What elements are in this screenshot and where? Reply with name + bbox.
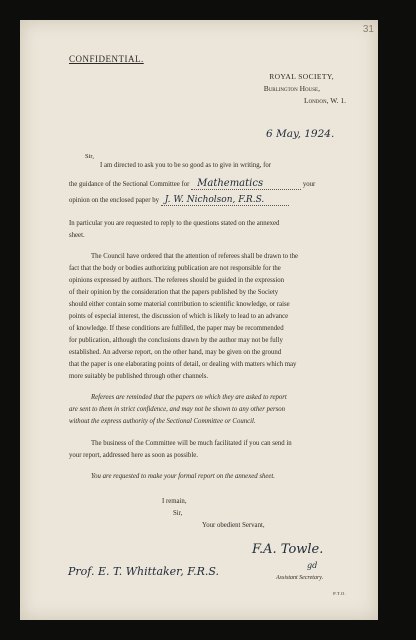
letter-sheet [20, 20, 378, 620]
para3-line: established. An adverse report, on the other hand, may be given on the ground [69, 349, 282, 356]
recipient-name: Prof. E. T. Whittaker, F.R.S. [68, 565, 220, 578]
closing-line-1: I remain, [162, 498, 187, 505]
para4-line: without the express authority of the Sectional Committee or Council. [69, 418, 256, 425]
para5-line: The business of the Committee will be much facilitated if you can send in [91, 440, 292, 447]
author-field: J. W. Nicholson, F.R.S. [161, 195, 289, 206]
address-line-3: London, W. 1. [303, 96, 346, 105]
para3-line: for publication, although the conclusions drawn by the author may not be fully [69, 337, 283, 344]
signature-title: Assistant Secretary. [276, 575, 324, 581]
salutation: Sir, [85, 153, 94, 160]
para5-line: your report, addressed here as soon as possible. [69, 452, 198, 459]
para3-line: fact that the body or bodies authorizing publication are not responsible for the [69, 265, 281, 272]
intro-line-3 [69, 195, 289, 206]
signature: F.A. Towle. [252, 542, 324, 557]
para3-line: should either contain some material contribution to scientific knowledge, or raise [69, 301, 290, 308]
para3-line: points of especial interest, the discussion of which is likely to lead to an advance [69, 313, 289, 320]
address-line-1: ROYAL SOCIETY, [269, 72, 334, 81]
para6-line: You are requested to make your formal report on the annexed sheet. [91, 473, 275, 480]
para2-line-1: In particular you are requested to reply to the questions stated on the annexed [69, 220, 280, 227]
closing-line-2: Sir, [173, 510, 183, 517]
pto-note: P.T.O. [333, 591, 346, 596]
intro-line-1: I am directed to ask you to be so good as to give in writing, for [100, 162, 272, 169]
para2-line-2: sheet. [69, 232, 85, 239]
signature-initials: gd [307, 561, 318, 570]
para3-line: of knowledge. If these conditions are fulfilled, the paper may be recommended [69, 325, 284, 332]
intro-line-2 [69, 178, 315, 190]
para4-line: are sent to them in strict confidence, and may not be shown to any other person [69, 406, 286, 413]
corner-archive-number: 31 [362, 24, 374, 35]
handwritten-date: 6 May, 1924. [266, 128, 335, 140]
confidential-heading: CONFIDENTIAL. [69, 54, 144, 64]
para3-line: opinions expressed by authors. The referees should be guided in the expression [69, 277, 285, 284]
intro-line-2-end: your [302, 181, 316, 188]
para3-line: The Council have ordered that the attention of referees shall be drawn to the [91, 253, 299, 260]
address-line-2: Burlington House, [263, 84, 320, 93]
para4-line: Referees are reminded that the papers on which they are asked to report [91, 394, 287, 401]
committee-field: Mathematics [191, 178, 301, 190]
para3-line: of their opinion by the consideration that the papers published by the Society [69, 289, 279, 296]
para3-line: that the paper is one elaborating points of detail, or dealing with matters which may [69, 361, 297, 368]
intro-line-2-text: the guidance of the Sectional Committee for [69, 181, 190, 188]
intro-line-3-text: opinion on the enclosed paper by [69, 197, 160, 204]
para3-line: more suitably be published through other channels. [69, 373, 209, 380]
closing-line-3: Your obedient Servant, [202, 522, 265, 529]
